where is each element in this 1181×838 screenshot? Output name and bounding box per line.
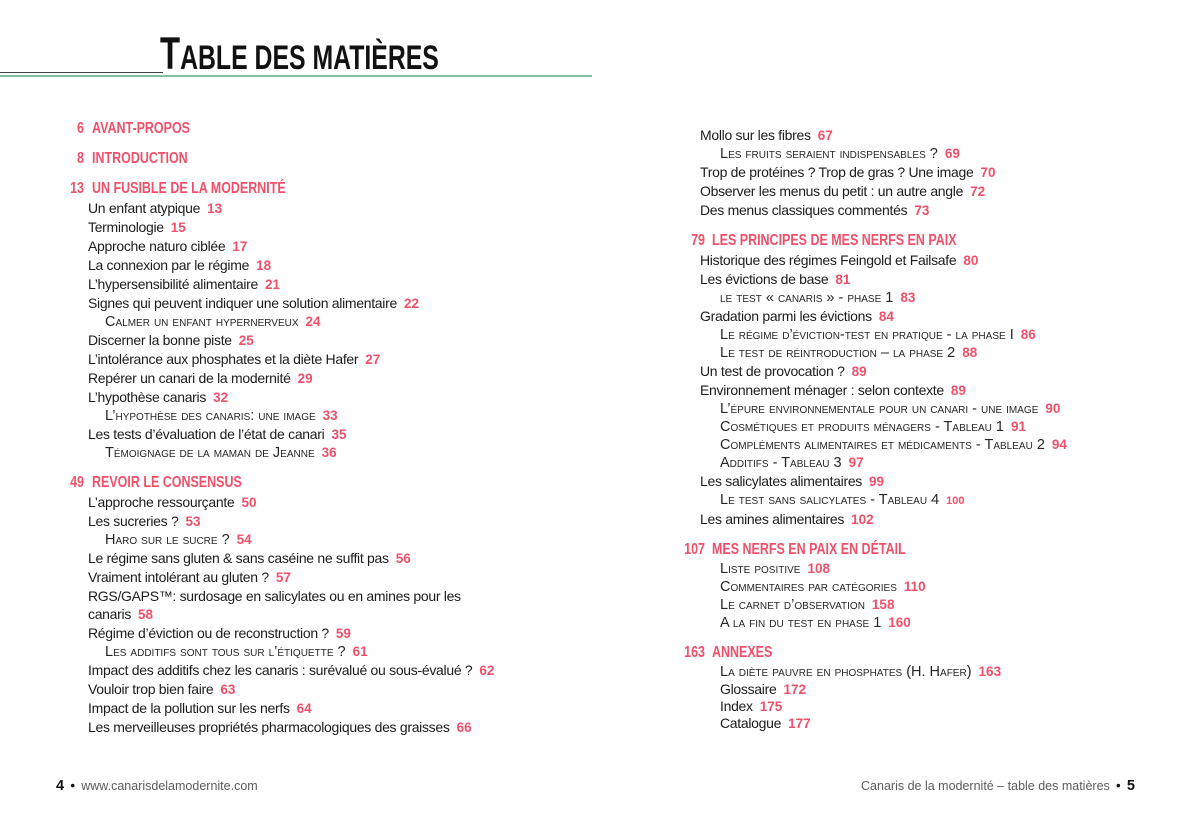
toc-subentry (664, 663, 1144, 681)
page-ref: 35 (331, 427, 347, 442)
toc-entry (52, 493, 508, 512)
toc-subentry (664, 400, 1144, 418)
bullet-separator-icon: ● (70, 780, 76, 790)
entry-title: Le test de réintroduction – la phase 2 (720, 345, 956, 361)
section-number: 107 (684, 541, 705, 558)
toc-entry (52, 294, 508, 313)
section-title: LES PRINCIPES DE MES NERFS EN PAIX (712, 232, 957, 249)
page-ref: 54 (236, 532, 252, 547)
toc-section-heading (52, 149, 508, 168)
section-title: AVANT-PROPOS (92, 120, 190, 137)
toc-entry (52, 680, 508, 699)
entry-title: La connexion par le régime (88, 257, 250, 273)
entry-title: Un enfant atypique (88, 200, 201, 216)
toc-subentry (52, 643, 508, 661)
entry-title: Haro sur le sucre ? (105, 532, 230, 548)
page-ref: 36 (321, 445, 337, 460)
toc-subentry (664, 560, 1144, 578)
page-ref: 108 (807, 561, 830, 576)
page-ref: 63 (220, 682, 236, 697)
toc-subentry (664, 145, 1144, 163)
page-ref: 15 (170, 220, 186, 235)
page-ref: 94 (1051, 437, 1067, 452)
toc-entry (664, 126, 1144, 145)
entry-title: RGS/GAPS™: surdosage en salicylates ou en amines pour les canaris (88, 588, 461, 622)
footer-left (56, 778, 258, 794)
page-ref: 89 (950, 383, 966, 398)
entry-title: Les amines alimentaires (700, 511, 845, 527)
toc-subentry (664, 614, 1144, 632)
page-ref: 62 (479, 663, 495, 678)
entry-title: Le carnet d’observation (720, 597, 865, 613)
toc-entry (664, 472, 1144, 491)
entry-title: Catalogue (720, 715, 782, 731)
page-ref: 53 (185, 514, 201, 529)
entry-title: L’intolérance aux phosphates et la diète Hafer (88, 351, 359, 367)
entry-title: Des menus classiques commentés (700, 202, 908, 218)
toc-entry (52, 699, 508, 718)
entry-title: Les salicylates alimentaires (700, 473, 863, 489)
page-ref: 17 (232, 239, 248, 254)
toc-section-heading (664, 540, 1144, 559)
page-ref: 70 (980, 165, 996, 180)
page-ref: 27 (365, 352, 381, 367)
toc-entry (52, 199, 508, 218)
toc-entry (664, 307, 1144, 326)
toc-entry (664, 698, 1144, 715)
toc-entry (52, 369, 508, 388)
toc-section-heading (52, 473, 508, 492)
page-ref: 86 (1020, 327, 1036, 342)
entry-title: le test « canaris » - phase 1 (720, 290, 894, 306)
page-ref: 83 (900, 290, 916, 305)
toc-entry (52, 388, 508, 407)
page-ref: 69 (944, 146, 960, 161)
section-title: INTRODUCTION (92, 150, 188, 167)
page-ref: 58 (138, 607, 154, 622)
entry-title: Trop de protéines ? Trop de gras ? Une image (700, 164, 974, 180)
toc-subentry (664, 454, 1144, 472)
toc-entry (664, 681, 1144, 698)
entry-title: Glossaire (720, 681, 777, 697)
toc-subentry (664, 289, 1144, 307)
page-ref: 13 (207, 201, 223, 216)
toc-subentry (664, 326, 1144, 344)
toc-entry (52, 275, 508, 294)
page-ref: 67 (817, 128, 833, 143)
page-ref: 73 (914, 203, 930, 218)
section-title: REVOIR LE CONSENSUS (92, 474, 242, 491)
entry-title: Les tests d’évaluation de l’état de canari (88, 426, 325, 442)
entry-title: Le test sans salicylates - Tableau 4 (720, 492, 940, 508)
page-ref: 57 (275, 570, 291, 585)
toc-subentry (664, 418, 1144, 436)
entry-title: Signes qui peuvent indiquer une solution alimentaire (88, 295, 397, 311)
toc-subentry (664, 578, 1144, 596)
toc-group (52, 119, 508, 138)
toc-subentry (52, 407, 508, 425)
page-ref: 89 (851, 364, 867, 379)
footer-book-title: Canaris de la modernité – table des matières (861, 779, 1110, 793)
page-ref: 64 (296, 701, 312, 716)
toc-subentry (664, 596, 1144, 614)
toc-entry (52, 568, 508, 587)
section-number: 6 (77, 120, 84, 137)
entry-title: L’hypothèse canaris (88, 389, 207, 405)
toc-subentry (52, 313, 508, 331)
entry-title: La diète pauvre en phosphates (H. Hafer) (720, 664, 972, 680)
footer-page-number-left: 4 (56, 778, 65, 794)
entry-title: L’épure environnementale pour un canari - une image (720, 401, 1039, 417)
section-number: 79 (691, 232, 705, 249)
toc-entry (52, 718, 508, 737)
entry-title: Les fruits seraient indispensables ? (720, 146, 938, 162)
toc-entry (664, 182, 1144, 201)
entry-title: A la fin du test en phase 1 (720, 615, 882, 631)
entry-title: Le régime sans gluten & sans caséine ne suffit pas (88, 550, 389, 566)
page-ref: 80 (963, 253, 979, 268)
entry-title: Impact de la pollution sur les nerfs (88, 700, 290, 716)
entry-title: Terminologie (88, 219, 164, 235)
toc-entry (52, 218, 508, 237)
entry-title: Les sucreries ? (88, 513, 179, 529)
footer-right (861, 778, 1135, 794)
entry-title: L’hypersensibilité alimentaire (88, 276, 258, 292)
page-ref: 110 (903, 579, 926, 594)
toc-entry (52, 624, 508, 643)
toc-section-heading (52, 119, 508, 138)
entry-title: Compléments alimentaires et médicaments - Tableau 2 (720, 437, 1045, 453)
page-ref: 81 (835, 272, 851, 287)
entry-title: Les évictions de base (700, 271, 829, 287)
toc-entry (664, 163, 1144, 182)
toc-group (664, 540, 1144, 632)
toc-subentry (664, 436, 1144, 454)
page-ref: 24 (305, 314, 321, 329)
page-ref: 99 (869, 474, 885, 489)
entry-title: Calmer un enfant hypernerveux (105, 314, 299, 330)
page-ref: 33 (322, 408, 338, 423)
section-number: 13 (70, 180, 84, 197)
toc-entry (664, 251, 1144, 270)
toc-right-column (664, 126, 1144, 732)
page-ref: 59 (335, 626, 351, 641)
entry-title: Un test de provocation ? (700, 363, 845, 379)
section-number: 8 (77, 150, 84, 167)
page-title: TABLE DES MATIÈRES (160, 28, 439, 79)
page-ref: 102 (851, 512, 874, 527)
entry-title: Régime d’éviction ou de reconstruction ? (88, 625, 329, 641)
toc-subentry (664, 491, 1144, 510)
toc-group (664, 231, 1144, 529)
entry-title: Historique des régimes Feingold et Failsafe (700, 252, 957, 268)
toc-group (52, 473, 508, 737)
entry-title: Mollo sur les fibres (700, 127, 811, 143)
section-title: ANNEXES (712, 644, 773, 661)
page-ref: 56 (395, 551, 411, 566)
toc-entry (52, 549, 508, 568)
section-title: UN FUSIBLE DE LA MODERNITÉ (92, 180, 286, 197)
entry-title: L’approche ressourçante (88, 494, 235, 510)
footer-website: www.canarisdelamodernite.com (81, 779, 258, 793)
page-ref: 66 (456, 720, 472, 735)
page-ref: 91 (1010, 419, 1026, 434)
entry-title: Commentaires par catégories (720, 579, 897, 595)
toc-entry (52, 587, 508, 624)
toc-entry (664, 270, 1144, 289)
entry-title: Le régime d’éviction-test en pratique - la phase I (720, 327, 1014, 343)
toc-subentry (52, 444, 508, 462)
page-ref: 100 (946, 495, 965, 507)
toc-entry (664, 362, 1144, 381)
entry-title: L’hypothèse des canaris: une image (105, 408, 316, 424)
page-ref: 172 (783, 682, 806, 697)
page-ref: 90 (1045, 401, 1061, 416)
entry-title: Approche naturo ciblée (88, 238, 226, 254)
page-ref: 163 (978, 664, 1002, 679)
toc-entry (52, 661, 508, 680)
page-ref: 160 (888, 615, 911, 630)
toc-entry (52, 425, 508, 444)
entry-title: Vraiment intolérant au gluten ? (88, 569, 269, 585)
toc-group (52, 179, 508, 462)
page-ref: 97 (848, 455, 864, 470)
toc-subentry (664, 344, 1144, 362)
page-ref: 158 (871, 597, 895, 612)
section-title: MES NERFS EN PAIX EN DÉTAIL (712, 541, 906, 558)
header-rule-dark (0, 72, 163, 73)
entry-title: Impact des additifs chez les canaris : surévalué ou sous-évalué ? (88, 662, 473, 678)
toc-group (664, 126, 1144, 220)
page-ref: 29 (297, 371, 313, 386)
toc-entry (52, 331, 508, 350)
toc-section-heading (52, 179, 508, 198)
section-number: 49 (70, 474, 84, 491)
toc-subentry (52, 531, 508, 549)
page-ref: 21 (265, 277, 281, 292)
entry-title: Les merveilleuses propriétés pharmacologiques des graisses (88, 719, 450, 735)
toc-section-heading (664, 231, 1144, 250)
toc-group (664, 643, 1144, 732)
page-ref: 50 (241, 495, 257, 510)
page-ref: 25 (238, 333, 254, 348)
entry-title: Repérer un canari de la modernité (88, 370, 291, 386)
toc-entry (52, 237, 508, 256)
page-ref: 32 (213, 390, 229, 405)
toc-entry (664, 381, 1144, 400)
toc-left-column (52, 119, 508, 737)
toc-entry (52, 512, 508, 531)
page-ref: 177 (788, 716, 811, 731)
entry-title: Environnement ménager : selon contexte (700, 382, 944, 398)
toc-entry (52, 256, 508, 275)
page-ref: 88 (962, 345, 978, 360)
toc-group (52, 149, 508, 168)
page-ref: 22 (403, 296, 419, 311)
entry-title: Cosmétiques et produits ménagers - Tableau 1 (720, 419, 1004, 435)
toc-entry (664, 201, 1144, 220)
entry-title: Liste positive (720, 561, 801, 577)
bullet-separator-icon: ● (1115, 780, 1121, 790)
entry-title: Observer les menus du petit : un autre angle (700, 183, 964, 199)
toc-section-heading (664, 643, 1144, 662)
page-ref: 72 (970, 184, 986, 199)
toc-entry (52, 350, 508, 369)
page-ref: 18 (256, 258, 272, 273)
page-ref: 175 (759, 699, 783, 714)
toc-entry (664, 715, 1144, 732)
entry-title: Les additifs sont tous sur l’étiquette ? (105, 644, 346, 660)
toc-entry (664, 510, 1144, 529)
entry-title: Additifs - Tableau 3 (720, 455, 842, 471)
footer-page-number-right: 5 (1126, 778, 1135, 794)
section-number: 163 (684, 644, 705, 661)
entry-title: Vouloir trop bien faire (88, 681, 214, 697)
page-ref: 84 (878, 309, 894, 324)
entry-title: Discerner la bonne piste (88, 332, 232, 348)
entry-title: Index (720, 698, 753, 714)
entry-title: Témoignage de la maman de Jeanne (105, 445, 315, 461)
entry-title: Gradation parmi les évictions (700, 308, 872, 324)
page-ref: 61 (352, 644, 368, 659)
